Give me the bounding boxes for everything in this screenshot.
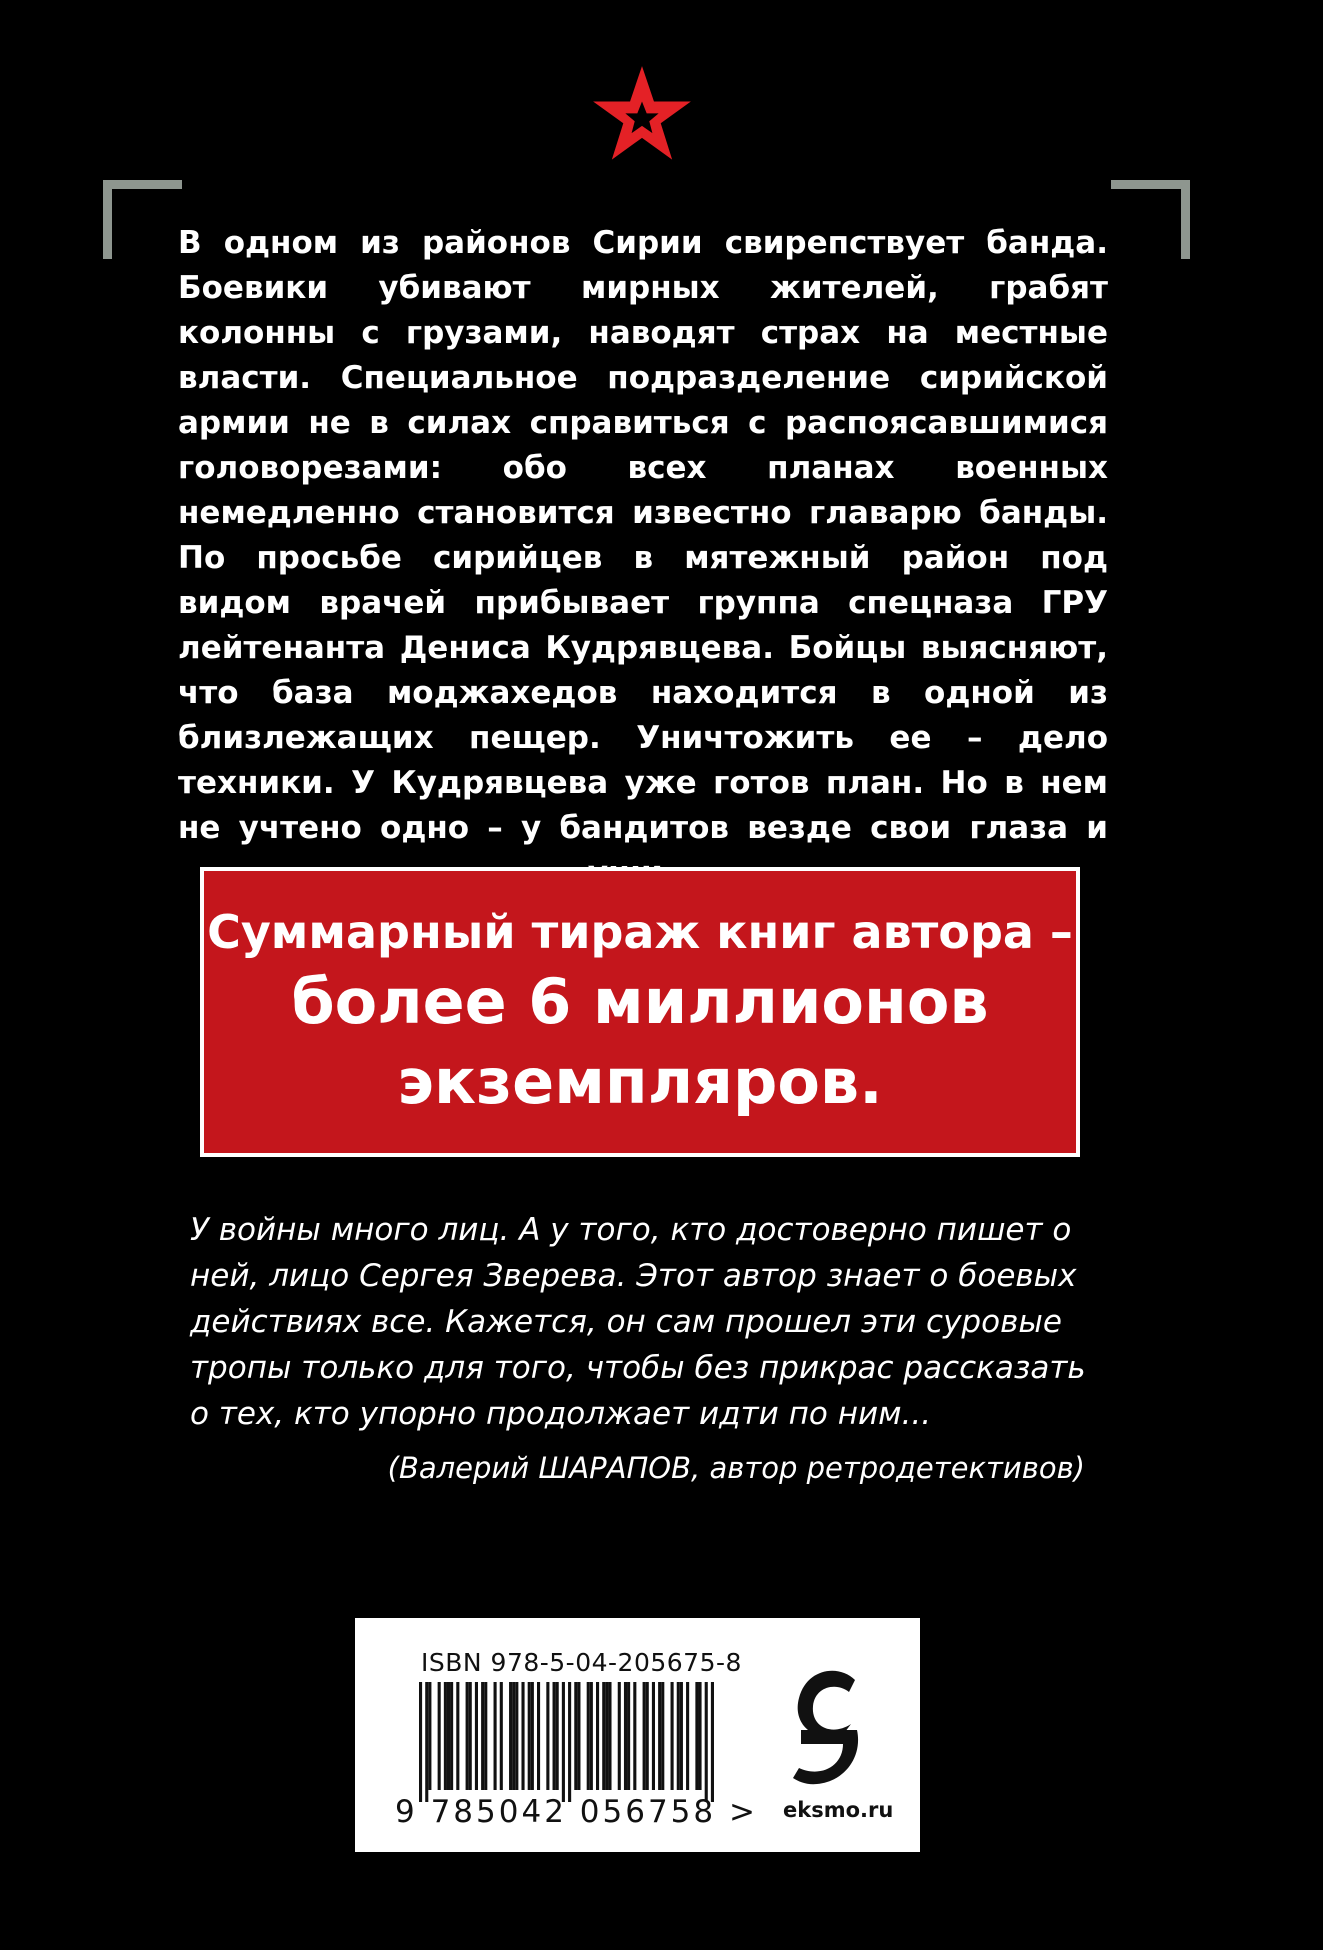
barcode-bar: [605, 1682, 608, 1790]
barcode-bar: [705, 1682, 708, 1802]
barcode-bar: [546, 1682, 549, 1790]
barcode-bar: [469, 1682, 472, 1790]
barcode-bar: [608, 1682, 611, 1790]
barcode-bar: [618, 1682, 621, 1790]
barcode-bar: [562, 1682, 565, 1802]
barcode-bar: [515, 1682, 518, 1790]
barcode-bar: [528, 1682, 531, 1790]
print-run-banner: [200, 867, 1080, 1157]
barcode-bar: [574, 1682, 577, 1790]
barcode-bar: [500, 1682, 503, 1790]
banner-line-1: Суммарный тираж книг автора –: [207, 905, 1073, 959]
barcode-bar: [456, 1682, 459, 1790]
barcode-bar: [646, 1682, 649, 1790]
barcode-bar: [419, 1682, 422, 1802]
barcode-bar: [556, 1682, 559, 1790]
eksmo-logo-icon: [781, 1658, 873, 1796]
barcode-bar: [658, 1682, 661, 1790]
barcode-bar: [428, 1682, 431, 1790]
corner-bracket-right-icon: [1111, 180, 1190, 259]
barcode-bar: [652, 1682, 655, 1790]
barcode-bar: [447, 1682, 450, 1790]
barcode-bar: [680, 1682, 683, 1790]
barcode-bar: [671, 1682, 674, 1790]
barcode-bar: [512, 1682, 515, 1790]
barcode-bar: [587, 1682, 590, 1790]
barcode-bar: [627, 1682, 630, 1790]
barcode-bar: [633, 1682, 636, 1790]
barcode-bar: [509, 1682, 512, 1790]
barcode-bar: [466, 1682, 469, 1790]
barcode-bar: [438, 1682, 441, 1790]
corner-bracket-left-icon: [103, 180, 182, 259]
synopsis-text: В одном из районов Сирии свирепствует банда. Боевики убивают мирных жителей, грабят колонны с грузами, наводят страх на местные власти. Специальное подразделение сирийской армии не в силах справиться с распоясавшимися головорезами: обо всех планах военных немедленно становится известно главарю банды. По просьбе сирийцев в мятежный район под видом врачей прибывает группа спецназа ГРУ лейтенанта Дениса Кудрявцева. Бойцы выясняют, что база моджахедов находится в одной из близлежащих пещер. Уничтожить ее – дело техники. У Кудрявцева уже готов план. Но в нем не учтено одно – у бандитов везде свои глаза и: [178, 225, 1108, 846]
barcode-bar: [677, 1682, 680, 1790]
barcode-bar: [695, 1682, 698, 1790]
publisher-site: eksmo.ru: [783, 1798, 894, 1822]
barcode-bar: [686, 1682, 689, 1790]
barcode-bar: [553, 1682, 556, 1790]
barcode-bar: [450, 1682, 453, 1790]
barcode-bar: [475, 1682, 478, 1790]
barcode-bar: [484, 1682, 487, 1790]
barcode-bar: [661, 1682, 664, 1790]
barcode-bar: [568, 1682, 571, 1802]
isbn-label: ISBN 978-5-04-205675-8: [421, 1648, 742, 1677]
barcode-bar: [596, 1682, 599, 1790]
barcode-bar: [521, 1682, 524, 1790]
banner-line-2: более 6 миллионов: [291, 965, 989, 1038]
barcode-panel: [355, 1618, 920, 1852]
barcode-bar: [537, 1682, 540, 1790]
red-star-icon: [589, 64, 695, 168]
review-attribution: (Валерий ШАРАПОВ, автор ретродетективов): [387, 1451, 1085, 1485]
barcode-digits: 9 785042 056758 >: [395, 1794, 758, 1830]
barcode-bar: [494, 1682, 497, 1790]
review-quote: У войны много лиц. А у того, кто достоверно пишет о ней, лицо Сергея Зверева. Этот автор знает о боевых действиях все. Кажется, он сам прошел эти суровые тропы только для того, чтобы без прикрас рассказать о тех, кто упорно продолжает идти по ним...: [190, 1212, 1086, 1432]
barcode-icon: [419, 1682, 714, 1802]
barcode-bar: [711, 1682, 714, 1802]
barcode-bar: [425, 1682, 428, 1802]
barcode-bar: [577, 1682, 580, 1790]
barcode-bar: [643, 1682, 646, 1790]
banner-line-3: экземпляров.: [397, 1045, 883, 1118]
barcode-bar: [602, 1682, 605, 1790]
barcode-bar: [531, 1682, 534, 1790]
barcode-bar: [444, 1682, 447, 1790]
barcode-bar: [481, 1682, 484, 1790]
barcode-bar: [590, 1682, 593, 1790]
barcode-bar: [624, 1682, 627, 1790]
barcode-bar: [698, 1682, 701, 1790]
